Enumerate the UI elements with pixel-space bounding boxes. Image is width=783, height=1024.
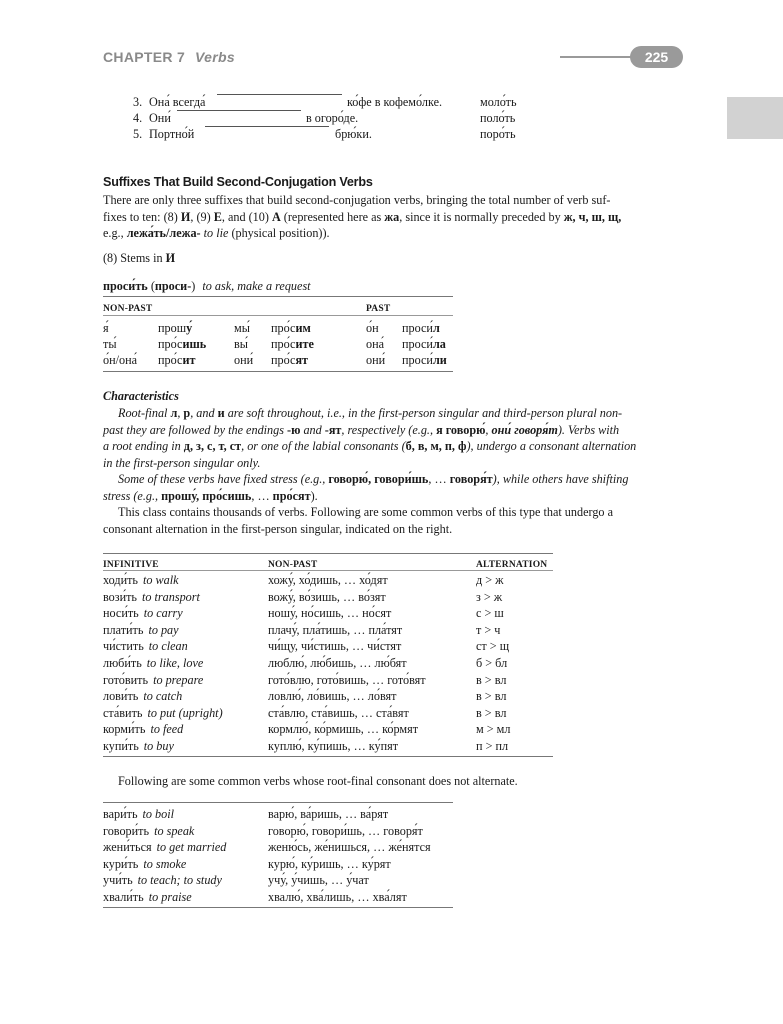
nonpast-cell: говорю́, говори́шь, … говоря́т: [268, 823, 423, 838]
intro-line: e.g., лежа́ть/лежа- to lie (physical position)).: [103, 226, 330, 240]
infinitive-cell: корми́ть to feed: [103, 722, 184, 737]
exercise-before: Портно́й: [149, 127, 195, 141]
section-heading: Suffixes That Build Second-Conjugation Verbs: [103, 175, 373, 189]
exercise-verb: поро́ть: [480, 127, 516, 141]
alternation-cell: п > пл: [476, 739, 509, 753]
column-header: PAST: [366, 304, 391, 314]
table-rule: [103, 371, 453, 372]
column-header: ALTERNATION: [476, 560, 548, 570]
chapter-label: CHAPTER 7: [103, 49, 186, 65]
nonpast-cell: хвалю́, хва́лишь, … хва́лят: [268, 890, 407, 904]
alternation-cell: ст > щ: [476, 639, 510, 654]
table-rule: [103, 756, 553, 757]
infinitive-cell: хвали́ть to praise: [103, 890, 192, 904]
running-head: [103, 49, 235, 66]
alternation-cell: в > вл: [476, 672, 507, 687]
example-stem: (проси-): [150, 279, 196, 293]
nonpast-cell: люблю́, лю́бишь, … лю́бят: [268, 656, 407, 670]
table-rule: [103, 570, 553, 571]
section-label: Verbs: [195, 49, 235, 65]
example-gloss: to ask, make a request: [202, 279, 311, 293]
example-verb-line: [103, 278, 311, 295]
alternation-cell: б > бл: [476, 656, 508, 670]
table-rule: [103, 802, 453, 803]
infinitive-cell: лови́ть to catch: [103, 689, 183, 704]
alternation-cell: з > ж: [476, 589, 503, 604]
column-header: NON-PAST: [268, 560, 318, 570]
example-verb: проси́ть: [103, 279, 148, 293]
exercise-verb: моло́ть: [480, 95, 517, 109]
infinitive-cell: гото́вить to prepare: [103, 672, 204, 687]
exercise-verb: поло́ть: [480, 111, 516, 125]
nonpast-cell: курю́, ку́ришь, … ку́рят: [268, 856, 391, 871]
nonpast-cell: учу́, у́чишь, … у́чат: [268, 873, 369, 888]
alternation-cell: с > ш: [476, 606, 504, 621]
nonpast-cell: варю́, ва́ришь, … ва́рят: [268, 807, 389, 821]
nonpast-cell: куплю́, ку́пишь, … ку́пят: [268, 739, 399, 753]
characteristics-paragraph-2: Some of these verbs have fixed stress (e.g., говорю́, говори́шь, … говоря́т), while others have shifting stress (e.g., прошу́, про́сишь, … про́сят).: [103, 472, 629, 503]
infinitive-cell: учи́ть to teach; to study: [103, 873, 222, 888]
alternation-cell: в > вл: [476, 705, 507, 720]
infinitive-cell: ста́вить to put (upright): [103, 705, 223, 720]
intro-line: fixes to ten: (8) И, (9) Е, and (10) А (represented here as жа, since it is normally preceded by ж, ч, ш, щ,: [103, 209, 622, 224]
nonpast-cell: женю́сь, же́нишься, … же́нятся: [268, 840, 431, 855]
exercise-number: 5.: [133, 127, 143, 141]
table-rule: [103, 553, 553, 554]
alternation-cell: в > вл: [476, 689, 507, 704]
infinitive-cell: говори́ть to speak: [103, 823, 195, 838]
characteristics-heading: Characteristics: [103, 389, 179, 403]
infinitive-cell: ходи́ть to walk: [103, 573, 179, 587]
intro-line: There are only three suffixes that build second-conjugation verbs, bringing the total number of verb suf-: [103, 193, 611, 207]
exercise-after: в огоро́де.: [306, 111, 359, 125]
alternation-cell: т > ч: [476, 622, 501, 637]
exercise-blank[interactable]: [177, 110, 301, 111]
exercise-before: Они́: [149, 111, 171, 125]
nonpast-cell: плачу́, пла́тишь, … пла́тят: [268, 622, 403, 637]
infinitive-cell: жени́ться to get married: [103, 840, 227, 855]
nonpast-cell: чи́щу, чи́стишь, … чи́стят: [268, 639, 402, 654]
exercise-number: 3.: [133, 95, 143, 109]
intro-paragraph: [103, 192, 683, 242]
infinitive-cell: кури́ть to smoke: [103, 856, 187, 871]
exercise-after: ко́фе в кофемо́лке.: [347, 95, 443, 109]
nonpast-cell: ловлю́, ло́вишь, … ло́вят: [268, 689, 397, 704]
column-header: INFINITIVE: [103, 560, 159, 570]
exercise-after: брю́ки.: [335, 127, 372, 141]
thumb-tab: [727, 97, 783, 139]
nonpast-cell: ношу́, но́сишь, … но́сят: [268, 606, 392, 621]
alternation-cell: д > ж: [476, 573, 504, 587]
exercise-blank[interactable]: [205, 126, 329, 127]
table-rule: [103, 296, 453, 297]
infinitive-cell: купи́ть to buy: [103, 739, 174, 753]
nonpast-cell: ста́влю, ста́вишь, … ста́вят: [268, 705, 409, 720]
nonpast-cell: гото́влю, гото́вишь, … гото́вят: [268, 672, 426, 687]
exercise-number: 4.: [133, 111, 143, 125]
column-header: NON-PAST: [103, 304, 153, 314]
nonpast-cell: вожу́, во́зишь, … во́зят: [268, 589, 386, 604]
infinitive-cell: люби́ть to like, love: [103, 656, 204, 670]
characteristics-paragraph-3: This class contains thousands of verbs. Following are some common verbs of this type that undergo a consonant alternation in the first-person singular, indicated on the right.: [103, 505, 613, 536]
table-rule: [103, 315, 453, 316]
exercise-before: Она́ всегда́: [149, 95, 206, 109]
characteristics-paragraph-1: Root-final л, р, and и are soft throughout, i.e., in the first-person singular and third-person plural non- past they are followed by the endings -ю and -ят, respectively (e.g., я говорю́, они́ говоря́т). Verbs with a root ending in д, з, с, т, ст, or one of the labial consonants (б, в, м, п, ф), undergo a consonant alternation in the first-person singular only.: [103, 406, 637, 470]
nonpast-cell: хожу́, хо́дишь, … хо́дят: [268, 573, 388, 587]
stem-label: (8) Stems in И: [103, 251, 176, 265]
infinitive-cell: плати́ть to pay: [103, 622, 179, 637]
no-alternation-intro: Following are some common verbs whose root-final consonant does not alternate.: [118, 774, 518, 788]
exercise-blank[interactable]: [217, 94, 342, 95]
page-number: 225: [630, 46, 683, 68]
infinitive-cell: вари́ть to boil: [103, 807, 175, 821]
alternation-cell: м > мл: [476, 722, 511, 737]
nonpast-cell: кормлю́, ко́рмишь, … ко́рмят: [268, 722, 419, 737]
infinitive-cell: вози́ть to transport: [103, 589, 200, 604]
infinitive-cell: чи́стить to clean: [103, 639, 188, 654]
table-rule: [103, 907, 453, 908]
infinitive-cell: носи́ть to carry: [103, 606, 183, 621]
